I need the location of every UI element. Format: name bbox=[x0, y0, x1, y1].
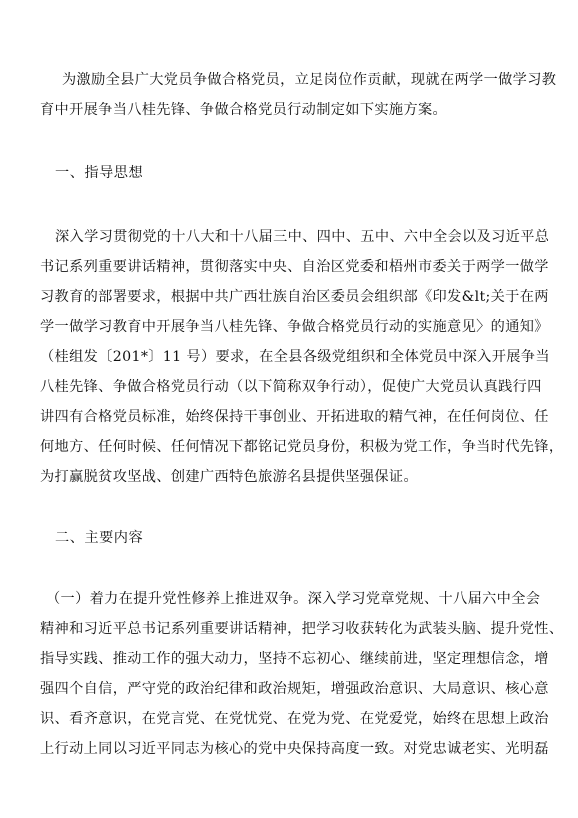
section1-line-1: 深入学习贯彻党的十八大和十八届三中、四中、五中、六中全会以及习近平总 bbox=[55, 229, 550, 245]
section1-line-4: 学一做学习教育中开展争当八桂先锋、争做合格党员行动的实施意见〉的通知》 bbox=[40, 319, 549, 335]
section2-line-6: 上行动上同以习近平同志为核心的党中央保持高度一致。对党忠诚老实、光明磊 bbox=[40, 741, 549, 757]
section2-line-5: 识、看齐意识，在党言党、在党忧党、在党为党、在党爱党，始终在思想上政治 bbox=[40, 711, 549, 727]
section2-line-1: （一）着力在提升党性修养上推进双争。深入学习党章党规、十八届六中全会 bbox=[46, 591, 541, 607]
section1-line-6: 八桂先锋、争做合格党员行动（以下简称双争行动），促使广大党员认真践行四 bbox=[40, 379, 542, 395]
intro-line-2: 育中开展争当八桂先锋、争做合格党员行动制定如下实施方案。 bbox=[40, 102, 448, 118]
section1-line-9: 为打赢脱贫攻坚战、创建广西特色旅游名县提供坚强保证。 bbox=[40, 469, 418, 485]
section1-line-3: 习教育的部署要求，根据中共广西壮族自治区委员会组织部《印发&lt;关于在两 bbox=[40, 289, 549, 305]
section-heading-guiding-ideology: 一、指导思想 bbox=[55, 165, 144, 181]
section2-line-3: 指导实践、推动工作的强大动力，坚持不忘初心、继续前进，坚定理想信念，增 bbox=[40, 651, 549, 667]
section1-line-2: 书记系列重要讲话精神，贯彻落实中央、自治区党委和梧州市委关于两学一做学 bbox=[40, 259, 549, 275]
section1-line-7: 讲四有合格党员标准，始终保持干事创业、开拓进取的精气神，在任何岗位、任 bbox=[40, 409, 549, 425]
section1-line-8: 何地方、任何时候、任何情况下都铭记党员身份，积极为党工作，争当时代先锋， bbox=[40, 439, 564, 455]
section1-line-5: （桂组发〔201*〕11 号）要求，在全县各级党组织和全体党员中深入开展争当 bbox=[40, 349, 550, 365]
section2-line-2: 精神和习近平总书记系列重要讲话精神，把学习收获转化为武装头脑、提升党性、 bbox=[40, 621, 564, 637]
section2-line-4: 强四个自信，严守党的政治纪律和政治规矩，增强政治意识、大局意识、核心意 bbox=[40, 681, 549, 697]
intro-line-1: 为激励全县广大党员争做合格党员，立足岗位作贡献，现就在两学一做学习教 bbox=[62, 72, 557, 88]
section-heading-main-content: 二、主要内容 bbox=[55, 530, 144, 546]
